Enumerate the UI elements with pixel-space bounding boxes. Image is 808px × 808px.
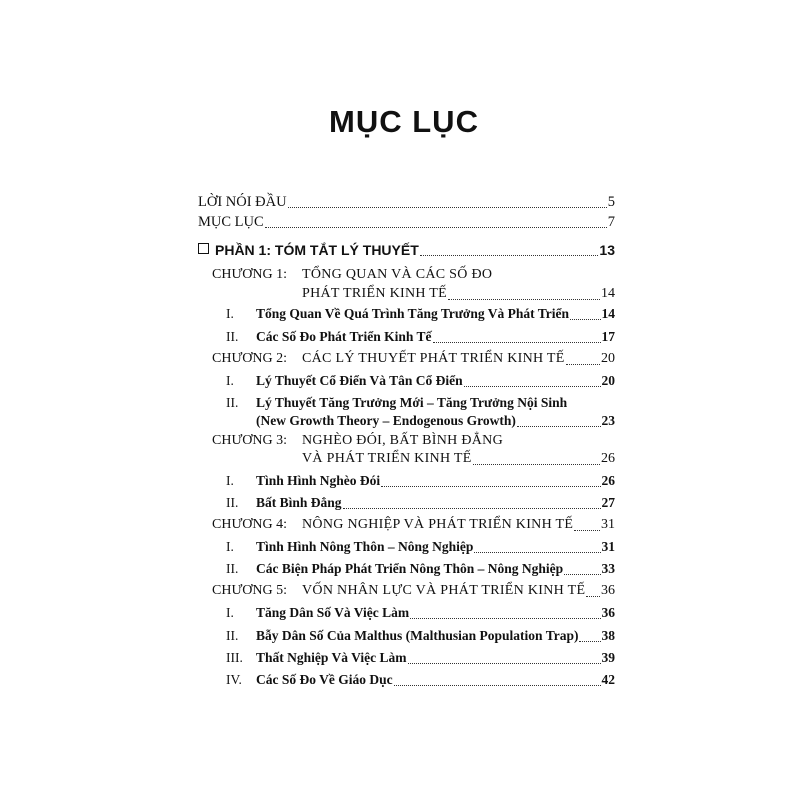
section-number: III. [226,650,243,665]
entry-page: 33 [601,561,615,576]
entry-page: 20 [601,351,615,366]
dot-leader [288,207,607,208]
entry-page: 14 [601,286,615,301]
chapter-1-prefix: CHƯƠNG 1: [212,267,288,282]
chapter-4-title: NÔNG NGHIỆP VÀ PHÁT TRIỂN KINH TẾ [302,517,574,532]
entry-page: 39 [601,650,615,665]
chapter-3-prefix: CHƯƠNG 3: [212,433,288,448]
dot-leader [474,552,600,553]
section-number: II. [226,329,239,344]
chapter-4-prefix: CHƯƠNG 4: [212,517,288,532]
section-label: Các Số Đo Về Giáo Dục [256,672,393,687]
dot-leader [579,641,600,642]
chapter-3-title-line2: VÀ PHÁT TRIỂN KINH TẾ [302,451,472,466]
dot-leader [265,227,607,228]
toc-entry-section [256,649,615,667]
checkbox-square-icon [198,243,209,254]
entry-page: 26 [601,451,615,466]
toc-entry-section [256,538,615,556]
entry-page: 31 [601,539,615,554]
section-number: IV. [226,672,242,687]
entry-page: 23 [601,413,615,428]
toc-entry-section [256,671,615,689]
toc-entry-muc-luc [198,213,615,231]
toc-entry-chapter-1 [302,285,615,303]
chapter-5-prefix: CHƯƠNG 5: [212,583,288,598]
page-title: MỤC LỤC [329,104,479,139]
section-label: Bẫy Dân Số Của Malthus (Malthusian Population Trap) [256,628,579,643]
section-label: Bất Bình Đẳng [256,495,342,510]
entry-page: 13 [599,242,615,258]
toc-entry-section [256,412,615,430]
entry-page: 31 [601,517,615,532]
toc-entry-loi-noi-dau [198,193,615,211]
dot-leader [570,319,600,320]
dot-leader [464,386,601,387]
chapter-1-title-line1: TỔNG QUAN VÀ CÁC SỐ ĐO [302,267,493,282]
toc-entry-section [256,627,615,645]
dot-leader [394,685,601,686]
dot-leader [420,255,599,256]
section-number: II. [226,628,239,643]
toc-entry-section [256,305,615,323]
entry-label: MỤC LỤC [198,214,264,230]
entry-page: 27 [601,495,615,510]
section-number: I. [226,473,234,488]
toc-entry-section [256,604,615,622]
entry-page: 38 [601,628,615,643]
dot-leader [448,299,600,300]
chapter-5-title: VỐN NHÂN LỰC VÀ PHÁT TRIỂN KINH TẾ [302,583,586,598]
dot-leader [408,663,601,664]
section-label: Tình Hình Nông Thôn – Nông Nghiệp [256,539,474,554]
entry-page: 7 [607,214,615,230]
toc-entry-section [256,560,615,578]
entry-page: 36 [601,605,615,620]
dot-leader [517,426,601,427]
toc-entry-part-1 [198,241,615,259]
toc-entry-section [256,328,615,346]
dot-leader [566,364,600,365]
entry-page: 14 [601,306,615,321]
dot-leader [343,508,601,509]
toc-entry-chapter-2 [302,350,615,368]
section-label: Lý Thuyết Cổ Điển Và Tân Cổ Điển [256,373,463,388]
section-number: I. [226,539,234,554]
toc-entry-section [256,472,615,490]
section-number: II. [226,561,239,576]
toc-entry-chapter-3 [302,450,615,468]
entry-page: 17 [601,329,615,344]
chapter-2-title: CÁC LÝ THUYẾT PHÁT TRIỂN KINH TẾ [302,351,565,366]
section-label: Thất Nghiệp Và Việc Làm [256,650,407,665]
section-number: II. [226,395,239,410]
section-label: Tình Hình Nghèo Đói [256,473,381,488]
entry-label: PHẦN 1: TÓM TẮT LÝ THUYẾT [215,242,419,258]
dot-leader [586,596,600,597]
section-number: II. [226,495,239,510]
section-label: Tăng Dân Số Và Việc Làm [256,605,410,620]
section-number: I. [226,605,234,620]
entry-page: 26 [601,473,615,488]
dot-leader [410,618,600,619]
dot-leader [564,574,600,575]
entry-page: 36 [601,583,615,598]
chapter-2-prefix: CHƯƠNG 2: [212,351,288,366]
dot-leader [473,464,600,465]
dot-leader [574,530,600,531]
section-number: I. [226,306,234,321]
section-label-line2: (New Growth Theory – Endogenous Growth) [256,413,516,428]
section-label: Tổng Quan Về Quá Trình Tăng Trưởng Và Phát Triển [256,306,570,321]
entry-page: 42 [601,672,615,687]
toc-entry-section [256,494,615,512]
toc-entry-chapter-5 [302,582,615,600]
toc-entry-chapter-4 [302,516,615,534]
section-label: Các Biện Pháp Phát Triển Nông Thôn – Nông Nghiệp [256,561,564,576]
entry-page: 20 [601,373,615,388]
section-number: I. [226,373,234,388]
dot-leader [381,486,600,487]
entry-label: LỜI NÓI ĐẦU [198,194,287,210]
toc-entry-section [256,372,615,390]
dot-leader [433,342,601,343]
chapter-3-title-line1: NGHÈO ĐÓI, BẤT BÌNH ĐẲNG [302,433,503,448]
section-label: Các Số Đo Phát Triển Kinh Tế [256,329,432,344]
entry-page: 5 [607,194,615,210]
section-label-line1: Lý Thuyết Tăng Trưởng Mới – Tăng Trưởng Nội Sinh [256,395,568,410]
chapter-1-title-line2: PHÁT TRIỂN KINH TẾ [302,286,448,301]
